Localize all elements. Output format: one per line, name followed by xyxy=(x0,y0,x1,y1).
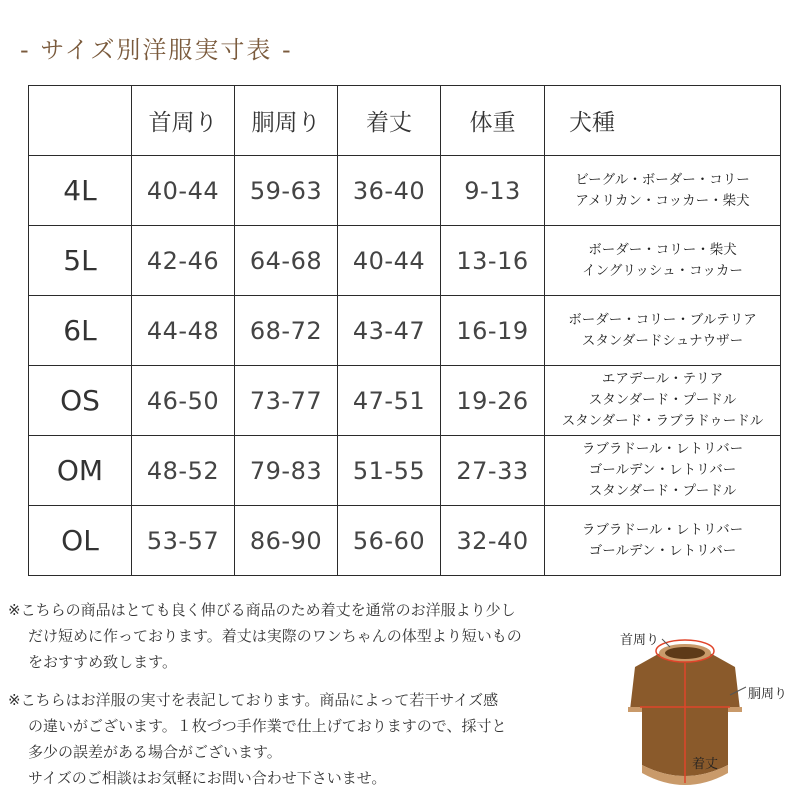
length-value: 40-44 xyxy=(338,226,441,296)
header-row xyxy=(29,86,781,156)
chest-value: 73-77 xyxy=(235,366,338,436)
weight-value: 32-40 xyxy=(441,506,545,576)
table-row xyxy=(29,226,781,296)
length-value: 47-51 xyxy=(338,366,441,436)
weight-value: 9-13 xyxy=(441,156,545,226)
size-label: OS xyxy=(29,366,132,436)
table-row xyxy=(29,366,781,436)
note-line: の違いがございます。１枚づつ手作業で仕上げておりますので、採寸と xyxy=(28,717,507,735)
breed-line: ビーグル・ボーダー・コリー xyxy=(575,171,750,188)
breed-line: ラブラドール・レトリバー xyxy=(581,521,744,538)
chest-value: 59-63 xyxy=(235,156,338,226)
chest-value: 86-90 xyxy=(235,506,338,576)
length-value: 51-55 xyxy=(338,436,441,506)
sleeve-trim xyxy=(628,707,642,712)
chest-value: 64-68 xyxy=(235,226,338,296)
table-row xyxy=(29,156,781,226)
breed-line: スタンダード・プードル xyxy=(588,392,737,408)
chest-value: 68-72 xyxy=(235,296,338,366)
size-chart-table xyxy=(28,85,781,576)
breed-line: イングリッシュ・コッカー xyxy=(582,262,743,279)
neck-value: 42-46 xyxy=(132,226,235,296)
note-line: 多少の誤差がある場合がございます。 xyxy=(28,743,282,761)
neck-value: 40-44 xyxy=(132,156,235,226)
note-line: だけ短めに作っております。着丈は実際のワンちゃんの体型より短いもの xyxy=(28,627,522,645)
breed-line: ラブラドール・レトリバー xyxy=(581,441,744,457)
size-label: 6L xyxy=(29,296,132,366)
breed-line: アメリカン・コッカー・柴犬 xyxy=(575,192,750,209)
page-title: - サイズ別洋服実寸表 - xyxy=(20,36,293,64)
header-neck: 首周り xyxy=(132,86,235,156)
sleeve-trim xyxy=(728,707,742,712)
chest-label: 胴周り xyxy=(748,687,788,702)
breed-line: スタンダード・ラブラドゥードル xyxy=(561,413,764,429)
garment-diagram xyxy=(600,615,800,800)
length-value: 36-40 xyxy=(338,156,441,226)
breed-line: ボーダー・コリー・柴犬 xyxy=(588,241,737,258)
size-label: 5L xyxy=(29,226,132,296)
breed-line: ゴールデン・レトリバー xyxy=(588,542,737,559)
header-size xyxy=(29,86,132,156)
note-line: をおすすめ致します。 xyxy=(28,653,177,671)
breeds-cell xyxy=(545,296,781,366)
breeds-cell xyxy=(545,156,781,226)
length-label: 着丈 xyxy=(692,757,719,772)
neck-value: 48-52 xyxy=(132,436,235,506)
breed-line: ボーダー・コリー・ブルテリア xyxy=(568,311,757,328)
table-row xyxy=(29,436,781,506)
neck-value: 46-50 xyxy=(132,366,235,436)
weight-value: 27-33 xyxy=(441,436,545,506)
note-line: サイズのご相談はお気軽にお問い合わせ下さいませ。 xyxy=(28,769,387,787)
breeds-cell xyxy=(545,506,781,576)
neck-opening xyxy=(665,647,705,659)
neck-label: 首周り xyxy=(620,633,660,648)
header-chest: 胴周り xyxy=(235,86,338,156)
header-weight: 体重 xyxy=(441,86,545,156)
size-label: 4L xyxy=(29,156,132,226)
breed-line: スタンダードシュナウザー xyxy=(581,332,744,349)
length-value: 56-60 xyxy=(338,506,441,576)
notes-section xyxy=(8,597,598,803)
weight-value: 16-19 xyxy=(441,296,545,366)
note-line: ※こちらの商品はとても良く伸びる商品のため着丈を通常のお洋服より少し xyxy=(8,601,516,619)
breed-line: ゴールデン・レトリバー xyxy=(588,462,737,478)
neck-value: 53-57 xyxy=(132,506,235,576)
note-line: ※こちらはお洋服の実寸を表記しております。商品によって若干サイズ感 xyxy=(8,691,499,709)
neck-value: 44-48 xyxy=(132,296,235,366)
measurement-note xyxy=(8,687,598,791)
chest-value: 79-83 xyxy=(235,436,338,506)
header-length: 着丈 xyxy=(338,86,441,156)
weight-value: 19-26 xyxy=(441,366,545,436)
weight-value: 13-16 xyxy=(441,226,545,296)
size-label: OL xyxy=(29,506,132,576)
breed-line: エアデール・テリア xyxy=(601,371,724,387)
table-row xyxy=(29,296,781,366)
table-row xyxy=(29,506,781,576)
length-value: 43-47 xyxy=(338,296,441,366)
breeds-cell xyxy=(545,366,781,436)
size-label: OM xyxy=(29,436,132,506)
breeds-cell xyxy=(545,436,781,506)
breeds-cell xyxy=(545,226,781,296)
stretch-note xyxy=(8,597,598,675)
header-breeds: 犬種 xyxy=(545,86,781,156)
breed-line: スタンダード・プードル xyxy=(588,483,737,499)
